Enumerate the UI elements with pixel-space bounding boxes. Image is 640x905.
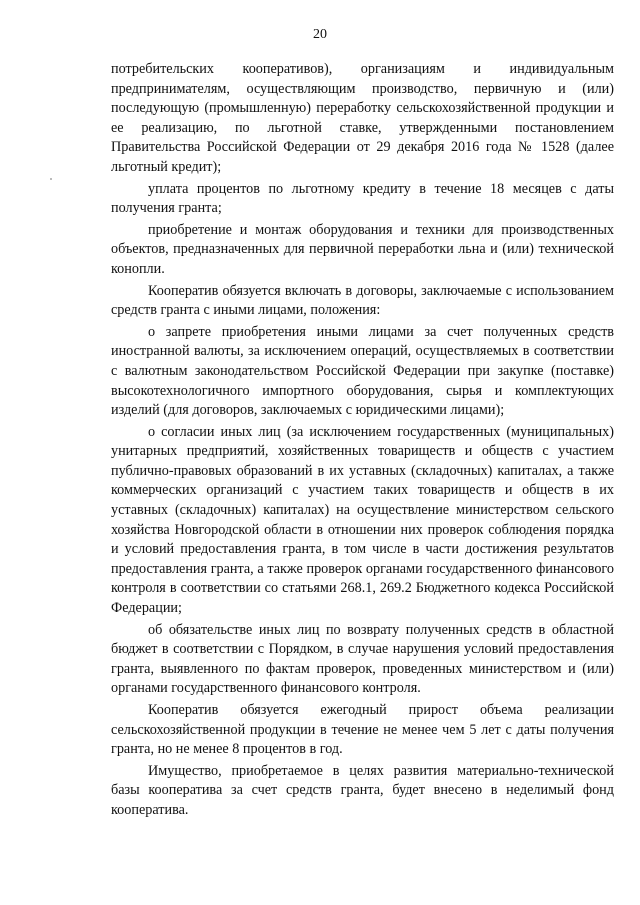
paragraph-continuation: потребительских кооперативов), организациям и индивидуальным предпринимателям, осуществляющим производство, первичную и (или) последующую (промышленную) переработку сельскохозяйственной продукции и ее реализацию, по льготной ставке, утвержденными постановлением Правительства Российской Федерации от 29 декабря 2016 года № 1528 (далее льготный кредит);	[111, 61, 614, 175]
paragraph-property-fund: Имущество, приобретаемое в целях развития материально-технической базы кооператива за счет средств гранта, будет внесено в неделимый фонд кооператива.	[111, 762, 614, 818]
paragraph-equipment-purchase: приобретение и монтаж оборудования и техники для производственных объектов, предназначенных для первичной переработки льна и (или) технической конопли.	[111, 221, 614, 277]
margin-mark	[50, 178, 52, 180]
paragraph-inspection-consent: о согласии иных лиц (за исключением государственных (муниципальных) унитарных предприятий, хозяйственных товариществ и обществ с участием публично-правовых образований в их уставных (складочных) капиталах, а также коммерческих организаций с участием таких товариществ и обществ в их уставных (складочных) капиталах) на осуществление министерством сельского хозяйства Новгородской области в отношении них проверок соблюдения порядка и условий предоставления гранта, в том числе в части достижения результатов предоставления гранта, а также проверок органами государственного финансового контроля в соответствии со статьями 268.1, 269.2 Бюджетного кодекса Российской Федерации;	[111, 423, 614, 617]
paragraph-contract-provisions: Кооператив обязуется включать в договоры, заключаемые с использованием средств гранта с иными лицами, положения:	[111, 282, 614, 319]
page-number: 20	[313, 27, 327, 42]
paragraph-sales-growth: Кооператив обязуется ежегодный прирост объема реализации сельскохозяйственной продукции в течение не менее чем 5 лет с даты получения гранта, но не менее 8 процентов в год.	[111, 702, 614, 758]
document-body	[111, 60, 614, 823]
paragraph-interest-payment: уплата процентов по льготному кредиту в течение 18 месяцев с даты получения гранта;	[111, 180, 614, 217]
paragraph-currency-ban: о запрете приобретения иными лицами за счет полученных средств иностранной валюты, за исключением операций, осуществляемых в соответствии с валютным законодательством Российской Федерации при закупке (поставке) высокотехнологичного импортного оборудования, сырья и комплектующих изделий (для договоров, заключаемых с юридическими лицами);	[111, 323, 614, 419]
paragraph-refund-obligation: об обязательстве иных лиц по возврату полученных средств в областной бюджет в соответствии с Порядком, в случае нарушения условий предоставления гранта, выявленного по фактам проверок, проведенных министерством и (или) органами государственного финансового контроля.	[111, 621, 614, 697]
